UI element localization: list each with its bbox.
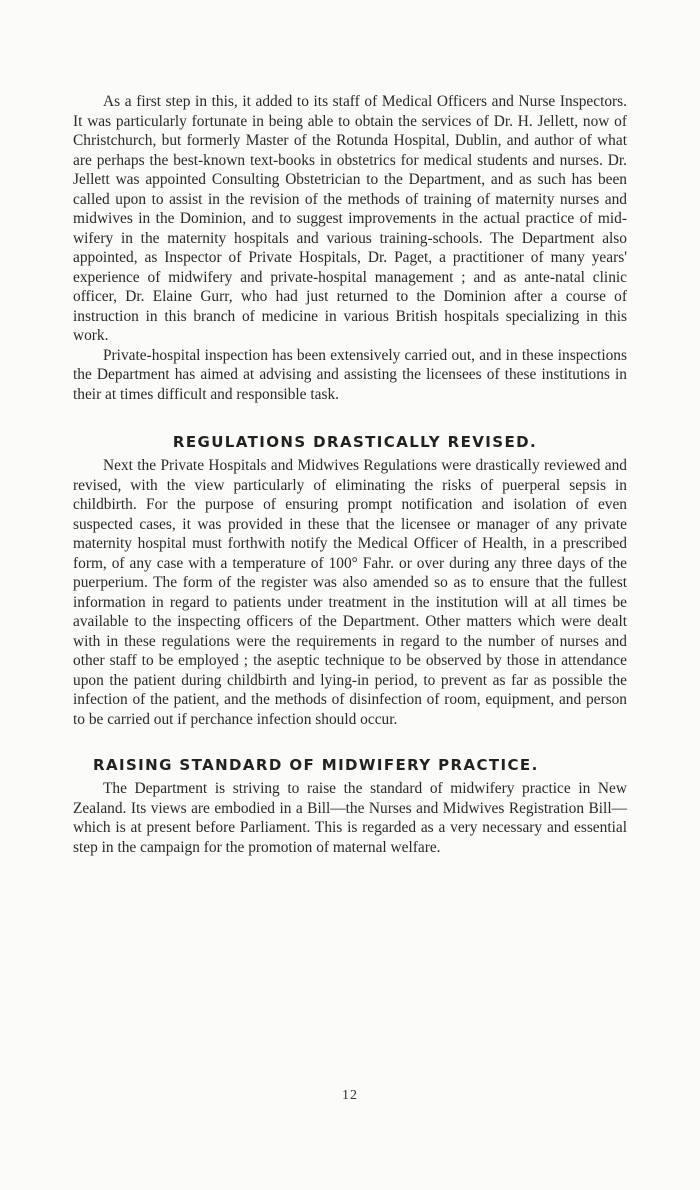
paragraph-private-hospital-inspection: Private-hospital inspection has been extensively carried out, and in these inspections the Department has aimed at advising and assisting the licensees of these institutions in their at times difficult and responsible task. <box>73 346 627 403</box>
heading-regulations-revised: REGULATIONS DRASTICALLY REVISED. <box>172 433 538 451</box>
paragraph-regulations: Next the Private Hospitals and Midwives Regulations were drastically reviewed and revised, with the view particularly of eliminating the risks of puerperal sepsis in childbirth. For the purpose of ensuring prompt notification and isolation of even suspected cases, it was provided in these that the licensee or manager of any private maternity hospital must forthwith notify the Medical Officer of Health, in a prescribed form, of any case with a temperature of 100° Fahr. or over during any three days of the puerperium. The form of the register was also amended so as to ensure that the fullest information in regard to patients under treatment in the institution will at all times be available to the inspecting officers of the Department. Other matters which were dealt with in these regulations were the requirements in regard to the number of nurses and other staff to be employed ; the aseptic technique to be observed by those in attendance upon the patient during childbirth and lying-in period, to prevent as far as possible the infection of the patient, and the methods of disinfection of room, equipment, and person to be carried out if perchance infection should occur. <box>73 457 627 728</box>
paragraph-midwifery-bill: The Department is striving to raise the standard of midwifery practice in New Zealand. Its views are embodied in a Bill—the Nurses and Midwives Registration Bill—which is at present before Parliament. This is regarded as a very necessary and essential step in the campaign for the promotion of maternal welfare. <box>73 780 627 856</box>
paragraph-staff-appointments: As a first step in this, it added to its staff of Medical Officers and Nurse Inspectors. It was particularly fortunate in being able to obtain the services of Dr. H. Jellett, now of Christchurch, but formerly Master of the Rotunda Hospital, Dublin, and author of what are perhaps the best-known text-books in obstetrics for medical students and nurses. Dr. Jellett was appointed Consulting Obstetrician to the Department, and as such has been called upon to assist in the revision of the methods of training of maternity nurses and midwives in the Dominion, and to suggest improvements in the actual practice of midwifery in the maternity hospitals and various training-schools. The Department also appointed, as Inspector of Private Hospitals, Dr. Paget, a practitioner of many years' experience of midwifery and private-hospital management ; and as ante-natal clinic officer, Dr. Elaine Gurr, who had just returned to the Dominion after a course of instruction in this branch of medicine in various British hospitals specializing in this work. <box>73 93 627 344</box>
heading-midwifery-standard: RAISING STANDARD OF MIDWIFERY PRACTICE. <box>93 756 539 774</box>
page-number: 12 <box>342 1088 358 1103</box>
document-page <box>73 92 627 857</box>
